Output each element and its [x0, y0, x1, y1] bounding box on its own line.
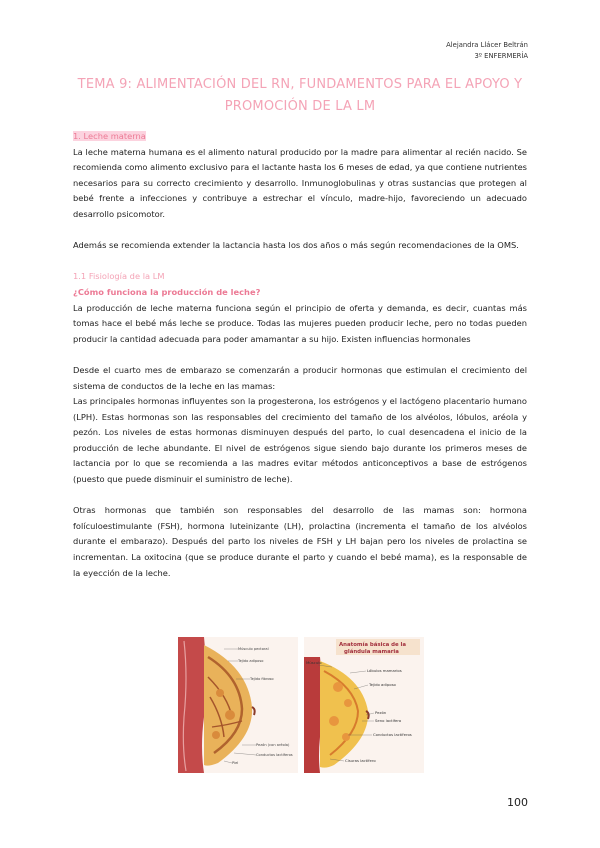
page-number: 100 — [507, 796, 528, 809]
figure-title: glándula mamaria — [344, 649, 399, 655]
section-heading-leche-materna: 1. Leche materna — [73, 131, 146, 141]
figure-label: Tejido fibroso — [250, 677, 274, 681]
figure-label: Conductos lactíferos — [373, 732, 412, 737]
figure-label: Seno lactífero — [375, 718, 402, 723]
figure-title: Anatomía básica de la — [339, 642, 407, 648]
paragraph: Otras hormonas que también son responsables del desarrollo de las mamas son: hormona folículoestimulante (FSH), hormona luteinizante (LH), prolactina (incrementa el tamaño de los alvéolos durante el embarazo). Después del parto los niveles de FSH y LH bajan pero los niveles de prolactina se incrementan. La oxitocina (que se produce durante el parto y cuando el bebé mama), es la responsable de la eyección de la leche. — [73, 505, 527, 578]
page-header — [446, 40, 528, 62]
figure-label: Músculo — [306, 660, 322, 665]
figure-label: Piel — [232, 761, 239, 765]
figure-label: Cisuras lactífero — [345, 758, 376, 763]
mammary-gland-anatomy-image — [304, 637, 424, 773]
paragraph: La producción de leche materna funciona según el principio de oferta y demanda, es decir, cuantas más tomas hace el bebé más leche se produce. Todas las mujeres pueden producir leche, pero no todas pueden producir la cantidad adecuada para poder amamantar a su hijo. Existen influencias hormonales — [73, 302, 527, 344]
document-body — [73, 129, 527, 581]
paragraph: Las principales hormonas influyentes son la progesterona, los estrógenos y el lactógeno placentario humano (LPH). Estas hormonas son las responsables del crecimiento del tamaño de los alvéolos, lóbulos, aréola y pezón. Los niveles de estas hormonas disminuyen después del parto, lo cual desencadena el inicio de la producción de leche abundante. El nivel de estrógenos sigue siendo bajo durante los primeros meses de lactancia por lo que se recomienda a las madres evitar métodos anticonceptivos a base de estrógenos (puesto que puede disminuir el suministro de leche). — [73, 396, 527, 485]
author-name: Alejandra Llácer Beltrán — [446, 41, 528, 49]
figure-label: Pezón (con aréola) — [256, 743, 290, 747]
figure-label: Tejido adiposo — [238, 659, 264, 663]
question-heading: ¿Cómo funciona la producción de leche? — [73, 286, 261, 297]
paragraph: Además se recomienda extender la lactancia hasta los dos años o más según recomendaciones de la OMS. — [73, 240, 519, 251]
breast-anatomy-figures — [178, 637, 424, 773]
paragraph: La leche materna humana es el alimento natural producido por la madre para alimentar al recién nacido. Se recomienda como alimento exclusivo para el lactante hasta los 6 meses de edad, ya que contiene nutrientes necesarios para su correcto crecimiento y desarrollo. Inmunoglobulinas y otras sustancias que protegen al bebé frente a infecciones y contribuye a estrechar el vínculo, madre-hijo, favoreciendo un adecuado desarrollo psicomotor. — [73, 146, 527, 219]
figure-label: Conductos lactíferos — [256, 753, 293, 757]
breast-cross-section-image — [178, 637, 298, 773]
paragraph: Desde el cuarto mes de embarazo se comenzarán a producir hormonas que estimulan el crecimiento del sistema de conductos de la leche en las mamas: — [73, 364, 527, 391]
figure-label: Lóbulos mamarios — [367, 668, 402, 673]
document-title: TEMA 9: ALIMENTACIÓN DEL RN, FUNDAMENTOS PARA EL APOYO Y PROMOCIÓN DE LA LM — [77, 77, 523, 114]
course-label: 3º ENFERMERÍA — [474, 52, 528, 60]
figure-label: Tejido adiposo — [369, 682, 396, 687]
figure-label: Músculo pectoral — [238, 647, 269, 651]
figure-label: Pezón — [375, 710, 387, 715]
subsection-heading: 1.1 Fisiología de la LM — [73, 271, 165, 282]
